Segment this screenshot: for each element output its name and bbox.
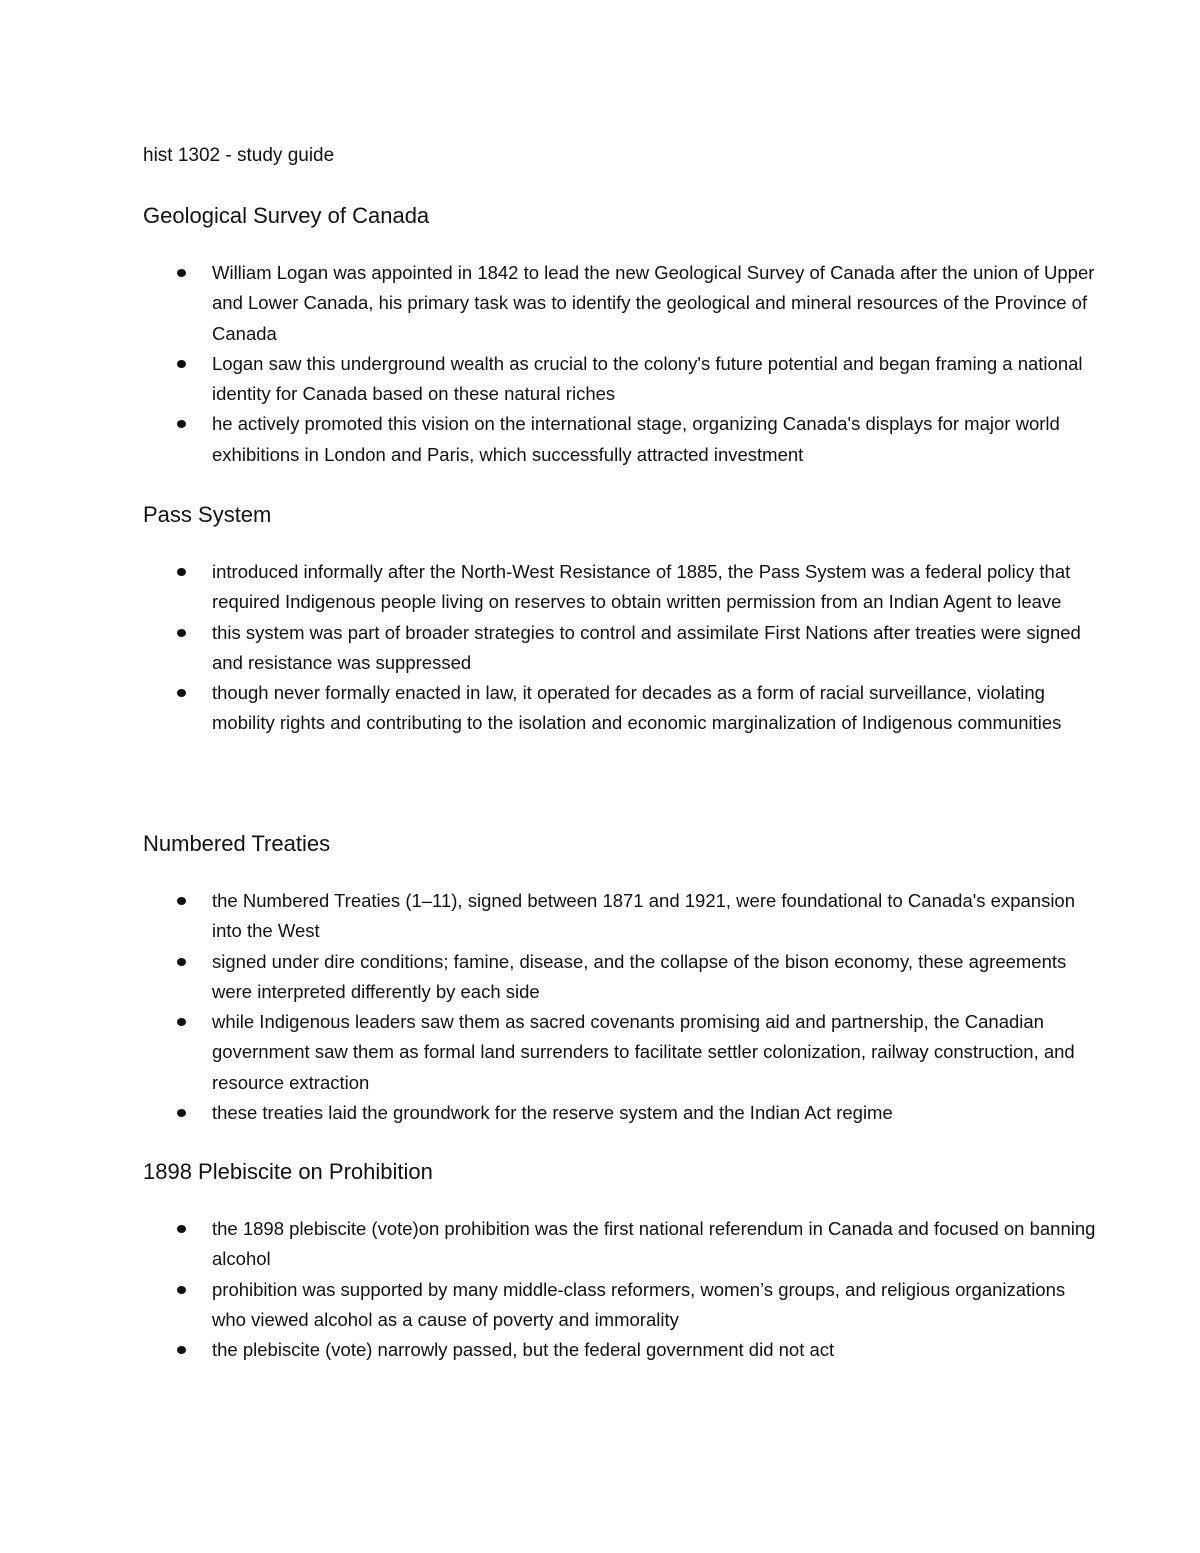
list-item: [143, 409, 1103, 470]
list-item: [143, 678, 1103, 739]
section-heading: Geological Survey of Canada: [143, 203, 430, 228]
list-item: [143, 1335, 1103, 1365]
list-item-text: while Indigenous leaders saw them as sacred covenants promising aid and partnership, the Canadian government saw them as formal land surrenders to facilitate settler colonization, railway construction, and resource extraction: [212, 1011, 1075, 1093]
list-item-text: signed under dire conditions; famine, disease, and the collapse of the bison economy, these agreements were interpreted differently by each side: [212, 950, 1067, 1002]
bullet-dot-icon: [177, 958, 186, 966]
document-title: hist 1302 - study guide: [143, 145, 335, 166]
bullet-dot-icon: [177, 360, 186, 368]
list-item-text: these treaties laid the groundwork for the reserve system and the Indian Act regime: [212, 1102, 893, 1124]
list-item: [143, 886, 1103, 947]
bullet-dot-icon: [177, 1018, 186, 1026]
list-item-text: the 1898 plebiscite (vote)on prohibition was the first national referendum in Canada and focused on banning alcohol: [212, 1218, 1096, 1270]
bullet-dot-icon: [177, 1346, 186, 1354]
bullet-dot-icon: [177, 1225, 186, 1233]
list-item: [143, 258, 1103, 349]
section-geological-survey: [143, 201, 1103, 470]
list-item: [143, 618, 1103, 679]
list-item-text: this system was part of broader strategies to control and assimilate First Nations after treaties were signed and resistance was suppressed: [212, 621, 1081, 673]
bullet-dot-icon: [177, 1286, 186, 1294]
list-item: [143, 947, 1103, 1008]
section-heading: 1898 Plebiscite on Prohibition: [143, 1159, 433, 1184]
section-numbered-treaties: [143, 829, 1103, 1128]
list-item: [143, 1007, 1103, 1098]
list-item-text: though never formally enacted in law, it operated for decades as a form of racial surveillance, violating mobility rights and contributing to the isolation and economic marginalization of Indigenous communities: [212, 682, 1062, 734]
list-item-text: he actively promoted this vision on the international stage, organizing Canada's displays for major world exhibitions in London and Paris, which successfully attracted investment: [212, 413, 1060, 465]
section-heading: Pass System: [143, 502, 272, 527]
section-heading: Numbered Treaties: [143, 831, 331, 856]
bullet-dot-icon: [177, 420, 186, 428]
list-item-text: prohibition was supported by many middle-class reformers, women’s groups, and religious organizations who viewed alcohol as a cause of poverty and immorality: [212, 1278, 1066, 1330]
bullet-list: [143, 258, 1103, 470]
list-item: [143, 349, 1103, 410]
bullet-dot-icon: [177, 689, 186, 697]
bullet-dot-icon: [177, 1109, 186, 1117]
list-item-text: introduced informally after the North-West Resistance of 1885, the Pass System was a federal policy that required Indigenous people living on reserves to obtain written permission from an Indian Agent to leave: [212, 561, 1071, 613]
list-item-text: William Logan was appointed in 1842 to lead the new Geological Survey of Canada after the union of Upper and Lower Canada, his primary task was to identify the geological and mineral resources of the Province of Canada: [212, 262, 1095, 344]
bullet-list: [143, 886, 1103, 1128]
list-item: [143, 1214, 1103, 1275]
bullet-list: [143, 1214, 1103, 1365]
list-item-text: the Numbered Treaties (1–11), signed between 1871 and 1921, were foundational to Canada's expansion into the West: [212, 890, 1076, 942]
bullet-dot-icon: [177, 897, 186, 905]
section-plebiscite-prohibition: [143, 1157, 1103, 1365]
bullet-dot-icon: [177, 269, 186, 277]
list-item: [143, 557, 1103, 618]
list-item: [143, 1275, 1103, 1336]
list-item-text: Logan saw this underground wealth as crucial to the colony's future potential and began framing a national identity for Canada based on these natural riches: [212, 352, 1083, 405]
bullet-list: [143, 557, 1103, 739]
section-pass-system: [143, 500, 1103, 739]
bullet-dot-icon: [177, 629, 186, 637]
list-item-text: the plebiscite (vote) narrowly passed, but the federal government did not act: [212, 1339, 835, 1361]
bullet-dot-icon: [177, 568, 186, 576]
list-item: [143, 1098, 1103, 1128]
